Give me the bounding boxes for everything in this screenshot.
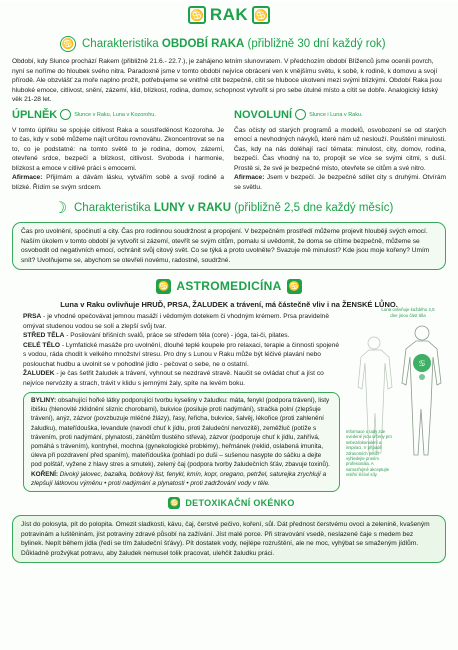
uplnek-column bbox=[12, 107, 224, 193]
novoluni-affirm-label: Afirmace: bbox=[234, 174, 265, 181]
svg-text:♋: ♋ bbox=[418, 359, 426, 368]
uplnek-title: ÚPLNĚK bbox=[12, 108, 58, 121]
herbs-box bbox=[23, 392, 340, 492]
page-title bbox=[0, 2, 458, 28]
zaludek-text: - je čas šetřit žaludek a trávení, vyhnout se nezdravé stravě. Naučit se ovládat chuť a jíst co nejvíce nervózity a strach, trávit v klidu s jemnými žaly, spíte na levém boku. bbox=[23, 370, 324, 387]
uplnek-body: V tomto úplňku se spojuje citlivost Raka a soustředěnost Kozoroha. Je to čas, kdy v sobě můžeme najít určitou rovnováhu. Zkoncentrovat se na to, co je podstatné: na tomto světě to je rodina, domov, zázemí, otevřené srdce, bezpečí a blízkost, citlivost. Svoboda i harmonie, blízkost a emoce v citlivé práci s emocemi. bbox=[12, 126, 224, 172]
detox-box: Jíst do polosyta, pít do polopita. Omezit sladkosti, kávu, čaj, čerstvé pečivo, koření, sůl. Dát přednost čerstvému ovoci a zelenině, kvašeným potravinám a luštěninám, jíst potraviny zdravé působí na zažívání. Jíst malé porce. Při stravování vsedě, neslazené čaje s medem bez bylinek. Nepít během jídla (ředí se tím žaludeční šťávy). Pít dostatek vody, nejlépe rozruštění, ale ne moc, vyhýbat se smaženým jídlům. Důkladně prožvýkat potravu, aby žaludek nemusel tolik pracovat, ulehčit žaludku práci. bbox=[12, 515, 446, 563]
novoluni-title: NOVOLUNÍ bbox=[234, 108, 293, 121]
byliny-text: obsahující hořké látky podporující tvorbu kyseliny v žaludku: máta, fenykl (podpora trávení), listy ibišku (hlenovité zklidnění sliznic chorobami), bukvice (posiluje proti nadýmání), stračka polní (zlepšuje trávení), anýz, zázvor (povzbuzuje mléčné žlázy), řasy, řeřicha, bukvice, šalvěj, lékořice (proti zahlenění žaludku), mateřídouška, levandule (navodí chuť k jídlu, proti žaludeční nervozitě), zeměžluč (potíže s trávením, proti nadýmání, plynatosti, zánětům tlustého střeva), zázvor (podporuje chuť k jídlu, zahřívá, pomáhá s trávením), kontryhel, mochna (gynekologické problémy), heřmánek (reklid, oslabená imunita, úleva při pozdravení před spaním), mateřídouška (pohladí po duši – sušenou nasypte do sáčku a dejte pod polštář, vyžene z hlavy stres a smutek), zelený čaj (podpora tvorby žaludečních šťáv, zbavuje toxinů). bbox=[31, 397, 330, 469]
section-obdobi-bold: OBDOBÍ RAKA bbox=[161, 38, 245, 50]
cancer-circle-icon: ♋ bbox=[60, 36, 76, 52]
cele-label: CELÉ TĚLO bbox=[23, 341, 60, 349]
cancer-square-icon: ♋ bbox=[156, 279, 171, 294]
cele-text: - Lymfatické masáže pro uvolnění, dlouhé teplé koupele pro relaxaci, terapie a činnosti spojené s vodou, ráda chodit k velkého množství stresu. Pro dny s Lunou v Raku může být léčivé plavání nebo poslouchat hudbu a uvolnit se v pohodlné jídlo - pečovat o sebe, ne o ostatní. bbox=[23, 341, 340, 368]
section-obdobi-head bbox=[0, 34, 458, 54]
moon-phases bbox=[0, 105, 458, 193]
uplnek-affirm: Přijímám a dávám lásku, vytvářím sobě a svojí rodině a blízké. Řídím se svým srdcem. bbox=[12, 174, 224, 191]
section-obdobi-prefix: Charakteristika bbox=[82, 38, 162, 50]
novoluni-subtitle: Slunce i Luna v Raku. bbox=[309, 111, 363, 118]
section-obdobi-body: Období, kdy Slunce prochází Rakem (přibližně 21.6.- 22.7.), je zahájeno letním slunovratem. V předchozím období Blíženců jsme ocenili povrch, nyní se noříme do hloubek svého nitra. Paradoxně jsme v tomto období nejvíce obráceni ven k vnějšímu světu, k sobě, k rodině, k domovu a svojí přírodě. Ale obzvlášť za moře naplno prožít, potřebujeme se vnitřně cítit bezpečně, cítit se hluboce ukotveni mezi svými blízkými. Období Raka jsou hluboké emoce, citlivost, snění, zázemí, klid, blízkost, rodina, domov, schopnost vytvořit si pro sebe útulné místo a cítit se dobře. Analogický lidský věk 21-28 let. bbox=[12, 58, 442, 103]
cancer-square-icon-detox: ♋ bbox=[168, 497, 180, 509]
body-figure bbox=[344, 305, 452, 515]
section-obdobi-suffix: (přibližně 30 dní každý rok) bbox=[244, 38, 386, 50]
human-body-figure-icon bbox=[344, 305, 452, 515]
astro-subtitle: Luna v Raku ovlivňuje HRUĎ, PRSA, ŽALUDEK a trávení, má částečně vliv i na ŽENSKÉ LŮNO. bbox=[60, 300, 398, 309]
uplnek-affirm-label: Afirmace: bbox=[12, 174, 43, 181]
crescent-moon-icon: ☽ bbox=[52, 200, 68, 217]
page bbox=[0, 2, 458, 650]
astro-banner bbox=[0, 276, 458, 296]
section-luna-bold: LUNY v RAKU bbox=[153, 202, 231, 214]
astro-title: ASTROMEDICÍNA bbox=[176, 279, 282, 293]
new-moon-icon bbox=[295, 109, 306, 120]
novoluni-column bbox=[234, 107, 446, 193]
stred-label: STŘED TĚLA bbox=[23, 332, 65, 339]
figure-note: Informace o tady zde uvedené jsou určeny pro sebezdokonalení a inspiraci. V případě zdravotních potíží vyhledejte prosím profesionála. A samozřejmě akceptujte vnitřní léčivé síly. bbox=[346, 429, 392, 478]
astro-text bbox=[0, 309, 343, 388]
stred-text: - Posilování břišních svalů, práce se středem těla (core) - jóga, tai-či, pilates. bbox=[64, 332, 290, 339]
prsa-label: PRSA bbox=[23, 313, 42, 320]
koreni-text: Divoký jalovec, bazalka, bobkový list, fenykl, kmín, kopr, oregano, petržel, saturejka zrychlují a zlepšují látkovou výměnu • proti nadýmání a plynatosti • proti zadržování vody v těle. bbox=[31, 470, 327, 487]
full-moon-icon bbox=[60, 109, 71, 120]
uplnek-subtitle: Slunce v Raku, Luna v Kozorohu. bbox=[74, 111, 156, 118]
prsa-text: - je vhodné opečovávat jemnou masáží i vědomým dotekem či vhodným krémem. Prsa pravidelně omývat studenou vodou se solí a zlepší svůj tvar. bbox=[23, 313, 330, 330]
detox-title: DETOXIKAČNÍ OKÉNKO bbox=[185, 498, 295, 509]
novoluni-body: Čas očisty od starých programů a modelů, osvobození se od starých emocí a nevhodných návyků, které nám už neslouží. Pouštění minulosti. Čas, kdy na nás doléhají rací témata: minulost, city, domov, rodina, bezpečí. Čas vhodný na to, propojit se více se svými citmi, s duší. Prostě si, že své je bezpečné místo, otevřete se citům a své nitro. bbox=[234, 126, 446, 172]
section-luna-box: Čas pro uvolnění, spočinutí a city. Čas pro rodinnou soudržnost a propojení. V bezpečném prostředí můžeme projevit hlouběji svých emocí. Naším úkolem v tomto období je vytvořit si zázemí, otevřít se svým citům, pomalu si uvědomit, že doma se cítíme bezpečně, můžeme se osvobodit od negativních emocí, ochránit svůj citový svět. Co se týká a proto uvolněte? Svazuje mě minulost? Kde jsou moje kořeny? Umím snít? Uvolňujeme se, abychom se otevřeli novému, radostné, soudržné. bbox=[12, 222, 446, 270]
koreni-label: KOŘENÍ: bbox=[31, 470, 58, 478]
novoluni-affirm: Jsem v bezpečí. Je bezpečné sdílet city s druhými. Otvírám se světlu. bbox=[234, 174, 446, 191]
byliny-label: BYLINY: bbox=[31, 397, 57, 404]
cancer-square-icon-right: ♋ bbox=[287, 279, 302, 294]
cancer-sign-icon-right: ♋ bbox=[252, 6, 270, 24]
cancer-sign-icon: ♋ bbox=[188, 6, 206, 24]
page-title-text: RAK bbox=[209, 5, 249, 24]
section-luna-prefix: Charakteristika bbox=[74, 202, 154, 214]
zaludek-label: ŽALUDEK bbox=[23, 370, 55, 377]
figure-caption: Luna ovlivňuje každého 2,5 dne jinou část těla bbox=[381, 307, 435, 318]
section-luna-suffix: (přibližně 2,5 dne každý měsíc) bbox=[231, 202, 394, 214]
section-luna-head bbox=[0, 198, 458, 218]
